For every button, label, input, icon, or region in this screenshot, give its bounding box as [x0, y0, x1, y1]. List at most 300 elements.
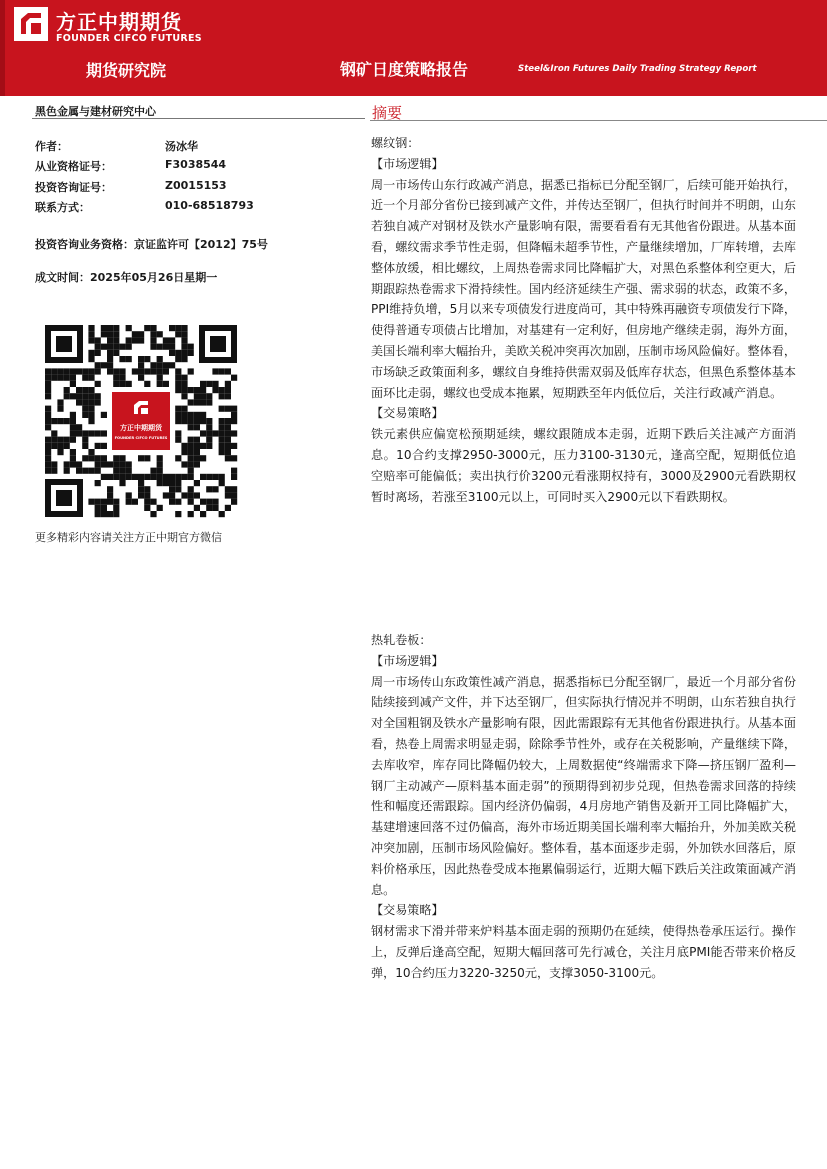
qr-module [188, 418, 194, 424]
qr-module [206, 399, 212, 405]
qr-module [95, 480, 101, 486]
qr-module [200, 418, 206, 424]
qr-module [169, 362, 175, 368]
qr-module [88, 499, 94, 505]
qr-module [219, 424, 225, 430]
qr-module [64, 368, 70, 374]
qr-module [51, 443, 57, 449]
qr-module [169, 492, 175, 498]
qr-module [51, 461, 57, 467]
qr-module [212, 474, 218, 480]
qr-module [194, 461, 200, 467]
qr-module [219, 449, 225, 455]
qr-module [51, 375, 57, 381]
qr-module [175, 430, 181, 436]
qr-module [194, 387, 200, 393]
qr-module [175, 325, 181, 331]
qr-module [113, 455, 119, 461]
qr-module [225, 381, 231, 387]
qr-module [45, 381, 51, 387]
qr-module [45, 418, 51, 424]
qr-module [163, 362, 169, 368]
qr-module [206, 381, 212, 387]
qr-module [150, 511, 156, 517]
qr-module [188, 350, 194, 356]
qr-module [101, 511, 107, 517]
qr-module [126, 499, 132, 505]
rebar-logic-label: 【市场逻辑】 [371, 156, 444, 171]
qr-module [95, 344, 101, 350]
qr-module [76, 393, 82, 399]
qr-module [181, 325, 187, 331]
qr-module [113, 331, 119, 337]
qr-module [82, 387, 88, 393]
rebar-strategy-text: 铁元素供应偏宽松预期延续，螺纹跟随成本走弱，近期下跌后关注减产方面消息。10合约支撑2950-3000元，压力3100-3130元，逢高空配，短期低位追空赔率可能偏低；卖出执行价3200元看涨期权持有，3000及2900元看跌期权暂时离场，若涨至3100元以上，可同时买入2900元以下看跌期权。 [371, 427, 796, 504]
contact-label: 联系方式： [35, 201, 90, 214]
qr-module [45, 443, 51, 449]
qr-module [95, 399, 101, 405]
qr-module [70, 461, 76, 467]
qr-module [225, 486, 231, 492]
qr-module [101, 331, 107, 337]
qr-module [113, 474, 119, 480]
qr-module [45, 412, 51, 418]
qr-module [169, 325, 175, 331]
qr-module [181, 449, 187, 455]
qr-module [181, 406, 187, 412]
qr-module [194, 437, 200, 443]
qr-module [188, 412, 194, 418]
qr-module [101, 505, 107, 511]
qr-module [219, 430, 225, 436]
qr-module [101, 443, 107, 449]
qr-module [231, 430, 237, 436]
qr-module [157, 381, 163, 387]
qr-module [82, 437, 88, 443]
qr-module [138, 486, 144, 492]
rebar-title: 螺纹钢： [371, 136, 420, 150]
qr-module [119, 356, 125, 362]
qr-module [113, 505, 119, 511]
qr-module [119, 381, 125, 387]
qr-module [212, 499, 218, 505]
qr-module [225, 406, 231, 412]
qr-module [188, 399, 194, 405]
consult-value: Z0015153 [165, 179, 227, 192]
author-value: 汤冰华 [165, 140, 198, 153]
qr-module [138, 375, 144, 381]
qr-module [126, 337, 132, 343]
qr-module [175, 437, 181, 443]
qr-module [212, 486, 218, 492]
qr-module [194, 393, 200, 399]
qr-module [107, 362, 113, 368]
qr-module [188, 387, 194, 393]
qr-module [200, 387, 206, 393]
qr-module [95, 499, 101, 505]
qr-module [95, 430, 101, 436]
qr-module [101, 430, 107, 436]
qr-module [57, 449, 63, 455]
qr-module [82, 412, 88, 418]
qr-module [225, 424, 231, 430]
qr-module [219, 437, 225, 443]
header-stripe [0, 0, 5, 96]
qr-module [181, 331, 187, 337]
qr-module [175, 511, 181, 517]
qr-module [194, 412, 200, 418]
qr-module [82, 406, 88, 412]
qr-module [225, 418, 231, 424]
qr-module [231, 499, 237, 505]
qr-module [76, 399, 82, 405]
qr-module [45, 424, 51, 430]
qr-module [88, 350, 94, 356]
qr-module [175, 418, 181, 424]
qr-module [175, 331, 181, 337]
qr-module [51, 437, 57, 443]
qr-module [95, 368, 101, 374]
qr-module [157, 344, 163, 350]
qr-module [206, 499, 212, 505]
qr-module [225, 437, 231, 443]
qr-module [175, 455, 181, 461]
qr-module [107, 486, 113, 492]
qr-module [157, 368, 163, 374]
qr-module [138, 331, 144, 337]
qr-module [45, 455, 51, 461]
qr-module [175, 486, 181, 492]
qr-module [219, 406, 225, 412]
qr-module [82, 399, 88, 405]
qr-module [119, 480, 125, 486]
qr-module [181, 381, 187, 387]
qr-module [181, 418, 187, 424]
business-qualification: 投资咨询业务资格：京证监许可【2012】75号 [35, 238, 268, 251]
qr-module [175, 406, 181, 412]
qr-module [157, 468, 163, 474]
qr-module [150, 337, 156, 343]
qr-module [126, 325, 132, 331]
qr-module [82, 443, 88, 449]
qr-module [231, 455, 237, 461]
qr-module [126, 381, 132, 387]
qr-module [144, 492, 150, 498]
qr-module [138, 474, 144, 480]
qr-module [82, 468, 88, 474]
qr-caption: 更多精彩内容请关注方正中期官方微信 [35, 531, 222, 544]
qr-module [212, 430, 218, 436]
qr-module [188, 437, 194, 443]
qr-module [119, 461, 125, 467]
qr-module [181, 412, 187, 418]
qr-module [225, 449, 231, 455]
qr-module [169, 486, 175, 492]
qr-module [76, 368, 82, 374]
qr-module [95, 505, 101, 511]
qr-module [107, 350, 113, 356]
qr-module [51, 418, 57, 424]
qr-module [163, 474, 169, 480]
qr-module [138, 480, 144, 486]
qr-module [70, 375, 76, 381]
qr-module [57, 418, 63, 424]
qr-module [138, 362, 144, 368]
qr-module [181, 337, 187, 343]
left-divider [32, 118, 365, 119]
qr-module [231, 375, 237, 381]
qr-module [200, 474, 206, 480]
qr-module [200, 443, 206, 449]
qr-module [188, 511, 194, 517]
qr-module [231, 443, 237, 449]
qr-module [95, 511, 101, 517]
qr-module [144, 505, 150, 511]
qr-module [200, 430, 206, 436]
qr-module [200, 399, 206, 405]
qr-module [144, 325, 150, 331]
qr-module [64, 375, 70, 381]
qr-module [107, 368, 113, 374]
report-title: 钢矿日度策略报告 [340, 60, 469, 79]
qr-module [157, 375, 163, 381]
summary-heading: 摘要 [372, 104, 403, 122]
qr-module [113, 375, 119, 381]
license-value: F3038544 [165, 158, 227, 171]
qr-module [88, 455, 94, 461]
qr-module [126, 356, 132, 362]
qr-module [163, 480, 169, 486]
qr-module [107, 331, 113, 337]
qr-module [138, 368, 144, 374]
qr-module [88, 418, 94, 424]
qr-module [45, 437, 51, 443]
qr-module [169, 480, 175, 486]
qr-module [175, 480, 181, 486]
company-logo-icon [14, 7, 48, 41]
rebar-logic-text: 周一市场传山东行政减产消息，据悉已指标已分配至钢厂，后续可能开始执行，近一个月部分省份已接到减产文件，并传达至钢厂，但执行时间并不明朗，山东若独自减产对钢材及铁水产量影响有限，需要看看有无其他省份跟进。从基本面看，螺纹需求季节性走弱，但降幅未超季节性，产量继续增加，厂库转增，去库整体放缓，相比螺纹，上周热卷需求同比降幅扩大，对黑色系整体利空更大，后期跟踪热卷需求下滑持续性。国内经济延续生产强、需求弱的状态，政策不多，PPI维持负增，5月以来专项债发行进度尚可，其中特殊再融资专项债发行下降，使得普通专项债占比增加，对基建有一定利好，但房地产继续走弱，海外方面，美国长端利率大幅抬升，美欧关税冲突再次加剧，压制市场风险偏好。整体看，市场缺乏政策面利多，螺纹自身维持供需双弱及低库存状态，但黑色系整体基本面环比走弱，螺纹也受成本拖累，短期跌至年内低位后，关注行政减产消息。 [371, 177, 796, 400]
qr-module [88, 375, 94, 381]
qr-module [144, 499, 150, 505]
qr-module [101, 474, 107, 480]
qr-module [107, 337, 113, 343]
qr-module [101, 455, 107, 461]
qr-module [157, 356, 163, 362]
qr-module [88, 430, 94, 436]
qr-module [144, 356, 150, 362]
qr-module [219, 418, 225, 424]
qr-module [175, 387, 181, 393]
wechat-qr-code[interactable] [41, 321, 241, 521]
qr-module [88, 399, 94, 405]
qr-module [45, 387, 51, 393]
qr-module [150, 468, 156, 474]
qr-module [132, 474, 138, 480]
qr-module [219, 511, 225, 517]
qr-module [157, 362, 163, 368]
qr-module [225, 368, 231, 374]
qr-module [95, 455, 101, 461]
qr-module [82, 368, 88, 374]
qr-module [169, 499, 175, 505]
qr-module [64, 418, 70, 424]
qr-module [163, 381, 169, 387]
qr-module [231, 486, 237, 492]
qr-module [70, 412, 76, 418]
qr-module [144, 455, 150, 461]
qr-module [76, 387, 82, 393]
qr-module [101, 499, 107, 505]
qr-module [45, 461, 51, 467]
qr-module [107, 344, 113, 350]
qr-module [225, 505, 231, 511]
qr-module [206, 486, 212, 492]
qr-module [144, 381, 150, 387]
qr-module [70, 368, 76, 374]
qr-module [188, 449, 194, 455]
qr-module [212, 368, 218, 374]
qr-module [95, 443, 101, 449]
qr-module [169, 474, 175, 480]
qr-module [51, 468, 57, 474]
qr-module [45, 393, 51, 399]
header-band [0, 0, 827, 96]
qr-module [64, 393, 70, 399]
qr-module [70, 430, 76, 436]
qr-module [107, 499, 113, 505]
qr-module [64, 387, 70, 393]
qr-module [150, 499, 156, 505]
qr-module [175, 368, 181, 374]
qr-module [206, 393, 212, 399]
qr-module [88, 393, 94, 399]
qr-module [188, 486, 194, 492]
qr-module [126, 468, 132, 474]
qr-module [219, 368, 225, 374]
hrc-logic-text: 周一市场传山东政策性减产消息，据悉指标已分配至钢厂，最近一个月部分省份陆续接到减产文件，并下达至钢厂，但实际执行情况并不明朗，山东若独自执行对全国粗钢及铁水产量影响有限，因此需跟踪有无其他省份跟进执行。从基本面看，热卷上周需求明显走弱，除除季节性外，或存在关税影响，产量继续下降，去库收窄，库存同比降幅仍较大，上周数据使“终端需求下降—挤压钢厂盈利—钢厂主动减产—原料基本面走弱”的预期得到初步兑现，但热卷需求回落的持续性和幅度还需跟踪。国内经济仍偏弱，4月房地产销售及新开工同比降幅扩大，基建增速回落不过仍偏高，海外市场近期美国长端利率大幅抬升，外加美欧关税冲突加剧，压制市场风险偏好。整体看，基本面逐步走弱，外加铁水回落后，原料价格承压，因此热卷受成本拖累偏弱运行，近期大幅下跌后关注政策面减产消息。 [371, 674, 796, 897]
qr-module [70, 455, 76, 461]
qr-module [76, 461, 82, 467]
qr-module [181, 461, 187, 467]
summary-divider [370, 120, 827, 121]
qr-module [113, 468, 119, 474]
hrc-logic-label: 【市场逻辑】 [371, 653, 444, 668]
qr-module [57, 406, 63, 412]
qr-module [200, 393, 206, 399]
qr-module [181, 387, 187, 393]
rebar-strategy-label: 【交易策略】 [371, 406, 444, 421]
qr-module [225, 387, 231, 393]
qr-module [231, 418, 237, 424]
qr-module [76, 424, 82, 430]
qr-module [150, 362, 156, 368]
qr-module [225, 455, 231, 461]
qr-module [138, 337, 144, 343]
qr-module [194, 505, 200, 511]
hrc-title: 热轧卷板： [371, 633, 432, 647]
qr-module [225, 430, 231, 436]
qr-module [231, 406, 237, 412]
qr-module [194, 480, 200, 486]
qr-module [107, 474, 113, 480]
qr-module [45, 468, 51, 474]
qr-logo-cn: 方正中期期货 [120, 424, 162, 432]
qr-module [95, 393, 101, 399]
qr-module [70, 381, 76, 387]
qr-module [150, 368, 156, 374]
qr-module [200, 499, 206, 505]
qr-module [206, 505, 212, 511]
qr-module [95, 362, 101, 368]
qr-module [57, 443, 63, 449]
qr-module [119, 368, 125, 374]
qr-module [150, 331, 156, 337]
qr-module [57, 368, 63, 374]
qr-module [175, 474, 181, 480]
qr-module [175, 412, 181, 418]
qr-module [194, 424, 200, 430]
qr-module [107, 325, 113, 331]
qr-module [157, 331, 163, 337]
qr-module [194, 418, 200, 424]
contact-value: 010-68518793 [165, 199, 254, 212]
qr-module [219, 387, 225, 393]
qr-module [150, 474, 156, 480]
qr-module [181, 350, 187, 356]
consult-label: 投资咨询证号： [35, 181, 112, 194]
qr-module [113, 381, 119, 387]
qr-module [188, 424, 194, 430]
qr-module [88, 337, 94, 343]
qr-module [225, 443, 231, 449]
qr-module [88, 406, 94, 412]
qr-module [138, 356, 144, 362]
qr-module [88, 449, 94, 455]
qr-module [219, 480, 225, 486]
qr-module [157, 505, 163, 511]
qr-module [150, 344, 156, 350]
qr-module [126, 474, 132, 480]
qr-module [169, 344, 175, 350]
qr-module [163, 344, 169, 350]
qr-module [181, 356, 187, 362]
qr-module [119, 474, 125, 480]
qr-module [225, 393, 231, 399]
qr-module [119, 468, 125, 474]
qr-module [45, 375, 51, 381]
qr-module [101, 344, 107, 350]
qr-module [188, 499, 194, 505]
logo-chinese-name: 方正中期期货 [56, 10, 182, 34]
qr-module [144, 474, 150, 480]
qr-module [206, 418, 212, 424]
qr-module [57, 399, 63, 405]
qr-module [95, 468, 101, 474]
qr-module [188, 461, 194, 467]
qr-module [181, 375, 187, 381]
qr-module [113, 461, 119, 467]
qr-module [70, 449, 76, 455]
qr-module [175, 375, 181, 381]
qr-module [64, 437, 70, 443]
qr-module [200, 412, 206, 418]
qr-module [88, 468, 94, 474]
qr-module [57, 437, 63, 443]
qr-module [95, 461, 101, 467]
qr-logo-en: FOUNDER CIFCO FUTURES [114, 436, 168, 440]
qr-module [88, 368, 94, 374]
qr-module [82, 430, 88, 436]
